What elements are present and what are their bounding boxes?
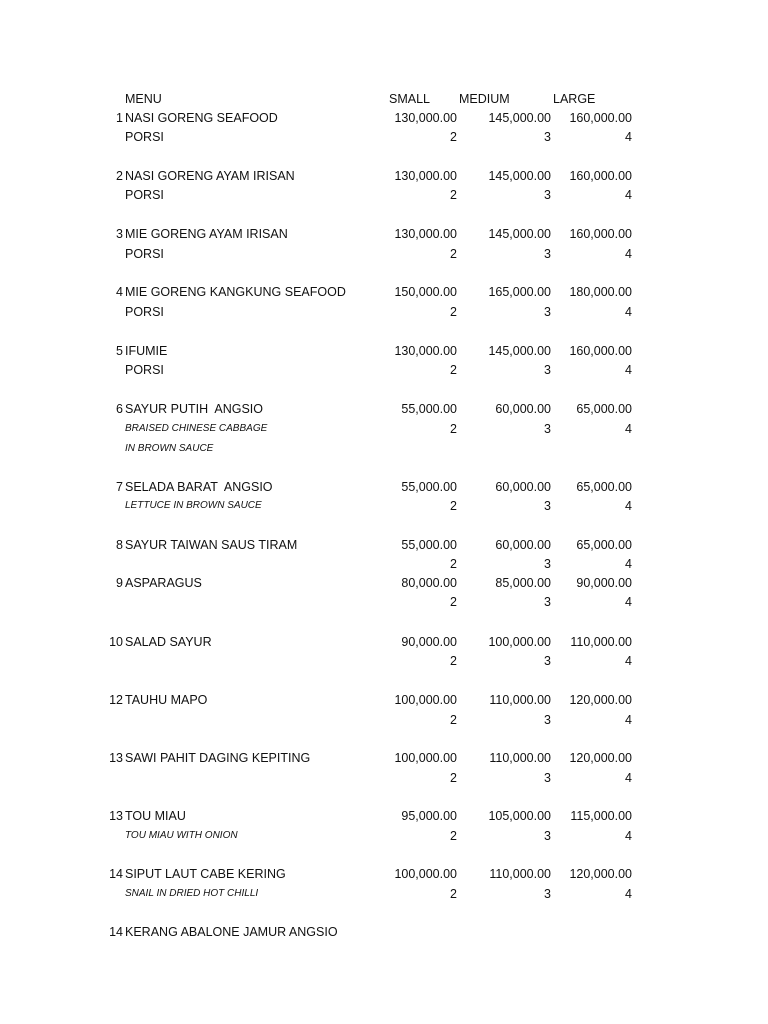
- price-medium: 60,000.00: [495, 538, 551, 552]
- portion-row: [0, 302, 768, 322]
- item-description: LETTUCE IN BROWN SAUCE: [125, 500, 262, 511]
- portion-small: 2: [450, 305, 457, 319]
- price-large: 160,000.00: [569, 111, 632, 125]
- portion-medium: 3: [544, 557, 551, 571]
- item-name: SAWI PAHIT DAGING KEPITING: [125, 751, 311, 765]
- item-name: SALAD SAYUR: [125, 635, 212, 649]
- item-description: BRAISED CHINESE CABBAGE: [125, 423, 268, 434]
- portion-large: 4: [625, 771, 632, 785]
- portion-small: 2: [450, 499, 457, 513]
- portion-medium: 3: [544, 654, 551, 668]
- price-large: 120,000.00: [569, 693, 632, 707]
- portion-label: PORSI: [125, 188, 164, 202]
- menu-item-row: [0, 806, 768, 826]
- item-name: SELADA BARAT ANGSIO: [125, 480, 273, 494]
- portion-row: [0, 651, 768, 671]
- item-name: TOU MIAU: [125, 809, 186, 823]
- price-medium: 145,000.00: [488, 169, 551, 183]
- price-large: 90,000.00: [576, 576, 632, 590]
- menu-item-row: [0, 535, 768, 555]
- item-name: IFUMIE: [125, 344, 168, 358]
- item-name: MIE GORENG KANGKUNG SEAFOOD: [125, 285, 346, 299]
- item-description: TOU MIAU WITH ONION: [125, 830, 238, 841]
- price-medium: 60,000.00: [495, 480, 551, 494]
- price-medium: 110,000.00: [489, 751, 551, 765]
- item-number: 1: [116, 111, 123, 125]
- portion-label: PORSI: [125, 305, 164, 319]
- item-number: 2: [116, 169, 123, 183]
- price-large: 120,000.00: [569, 867, 632, 881]
- portion-small: 2: [450, 130, 457, 144]
- portion-large: 4: [625, 713, 632, 727]
- price-medium: 145,000.00: [488, 227, 551, 241]
- portion-medium: 3: [544, 829, 551, 843]
- portion-row: [0, 554, 768, 574]
- portion-medium: 3: [544, 422, 551, 436]
- item-name: TAUHU MAPO: [125, 693, 208, 707]
- price-large: 160,000.00: [569, 227, 632, 241]
- item-number: 13: [109, 751, 123, 765]
- price-large: 65,000.00: [576, 480, 632, 494]
- item-name: NASI GORENG AYAM IRISAN: [125, 169, 295, 183]
- portion-small: 2: [450, 363, 457, 377]
- price-small: 100,000.00: [394, 693, 457, 707]
- portion-large: 4: [625, 654, 632, 668]
- menu-item-row: [0, 224, 768, 244]
- portion-large: 4: [625, 595, 632, 609]
- portion-large: 4: [625, 363, 632, 377]
- price-large: 115,000.00: [570, 809, 632, 823]
- portion-row: [0, 185, 768, 205]
- menu-item-row: [0, 399, 768, 419]
- portion-small: 2: [450, 829, 457, 843]
- item-name: SIPUT LAUT CABE KERING: [125, 867, 286, 881]
- item-number: 8: [116, 538, 123, 552]
- portion-medium: 3: [544, 305, 551, 319]
- price-small: 95,000.00: [401, 809, 457, 823]
- menu-item-row: [0, 573, 768, 593]
- portion-small: 2: [450, 771, 457, 785]
- item-name: KERANG ABALONE JAMUR ANGSIO: [125, 925, 338, 939]
- item-number: 12: [109, 693, 123, 707]
- portion-small: 2: [450, 422, 457, 436]
- portion-row: [0, 768, 768, 788]
- portion-row: [0, 419, 768, 439]
- portion-medium: 3: [544, 499, 551, 513]
- price-small: 130,000.00: [394, 111, 457, 125]
- price-medium: 165,000.00: [488, 285, 551, 299]
- item-number: 14: [109, 867, 123, 881]
- price-small: 100,000.00: [394, 751, 457, 765]
- portion-label: PORSI: [125, 130, 164, 144]
- menu-header-row: [0, 89, 768, 109]
- portion-small: 2: [450, 557, 457, 571]
- price-medium: 85,000.00: [495, 576, 551, 590]
- portion-row: [0, 710, 768, 730]
- portion-medium: 3: [544, 130, 551, 144]
- portion-medium: 3: [544, 887, 551, 901]
- item-name: NASI GORENG SEAFOOD: [125, 111, 278, 125]
- price-large: 65,000.00: [576, 402, 632, 416]
- price-large: 65,000.00: [576, 538, 632, 552]
- item-number: 5: [116, 344, 123, 358]
- price-medium: 145,000.00: [488, 344, 551, 358]
- price-medium: 110,000.00: [489, 693, 551, 707]
- portion-label: PORSI: [125, 363, 164, 377]
- price-large: 180,000.00: [569, 285, 632, 299]
- item-number: 13: [109, 809, 123, 823]
- portion-row: [0, 496, 768, 516]
- portion-medium: 3: [544, 188, 551, 202]
- item-number: 6: [116, 402, 123, 416]
- price-small: 55,000.00: [401, 402, 457, 416]
- price-small: 130,000.00: [394, 169, 457, 183]
- portion-row: [0, 244, 768, 264]
- portion-medium: 3: [544, 713, 551, 727]
- item-description: IN BROWN SAUCE: [125, 443, 214, 454]
- price-large: 120,000.00: [569, 751, 632, 765]
- price-small: 130,000.00: [394, 344, 457, 358]
- portion-large: 4: [625, 887, 632, 901]
- portion-large: 4: [625, 247, 632, 261]
- portion-medium: 3: [544, 595, 551, 609]
- menu-item-row: [0, 864, 768, 884]
- portion-row: [0, 127, 768, 147]
- item-name: MIE GORENG AYAM IRISAN: [125, 227, 288, 241]
- portion-row: [0, 592, 768, 612]
- menu-item-row: [0, 108, 768, 128]
- portion-large: 4: [625, 305, 632, 319]
- item-number: 4: [116, 285, 123, 299]
- portion-large: 4: [625, 829, 632, 843]
- item-number: 7: [116, 480, 123, 494]
- portion-small: 2: [450, 595, 457, 609]
- price-large: 160,000.00: [569, 344, 632, 358]
- price-large: 110,000.00: [570, 635, 632, 649]
- menu-item-row: [0, 477, 768, 497]
- portion-label: PORSI: [125, 247, 164, 261]
- portion-large: 4: [625, 499, 632, 513]
- item-name: SAYUR PUTIH ANGSIO: [125, 402, 263, 416]
- header-menu: MENU: [125, 92, 162, 106]
- menu-item-row: [0, 690, 768, 710]
- price-small: 130,000.00: [394, 227, 457, 241]
- price-small: 80,000.00: [401, 576, 457, 590]
- price-medium: 110,000.00: [489, 867, 551, 881]
- portion-row: [0, 884, 768, 904]
- header-medium: MEDIUM: [459, 92, 510, 106]
- price-small: 55,000.00: [401, 480, 457, 494]
- menu-item-row: [0, 922, 768, 942]
- portion-small: 2: [450, 713, 457, 727]
- portion-medium: 3: [544, 247, 551, 261]
- price-small: 90,000.00: [401, 635, 457, 649]
- portion-large: 4: [625, 422, 632, 436]
- price-small: 100,000.00: [394, 867, 457, 881]
- price-medium: 60,000.00: [495, 402, 551, 416]
- price-medium: 100,000.00: [488, 635, 551, 649]
- menu-item-row: [0, 341, 768, 361]
- price-medium: 105,000.00: [488, 809, 551, 823]
- portion-medium: 3: [544, 363, 551, 377]
- portion-row: [0, 826, 768, 846]
- price-small: 150,000.00: [394, 285, 457, 299]
- portion-small: 2: [450, 654, 457, 668]
- portion-large: 4: [625, 130, 632, 144]
- item-number: 10: [109, 635, 123, 649]
- item-description: SNAIL IN DRIED HOT CHILLI: [125, 888, 259, 899]
- portion-large: 4: [625, 557, 632, 571]
- item-number: 3: [116, 227, 123, 241]
- portion-small: 2: [450, 188, 457, 202]
- header-large: LARGE: [553, 92, 596, 106]
- item-name: ASPARAGUS: [125, 576, 202, 590]
- item-number: 9: [116, 576, 123, 590]
- portion-row: [0, 360, 768, 380]
- menu-item-row: [0, 282, 768, 302]
- menu-item-row: [0, 166, 768, 186]
- item-name: SAYUR TAIWAN SAUS TIRAM: [125, 538, 298, 552]
- menu-item-row: [0, 632, 768, 652]
- price-medium: 145,000.00: [488, 111, 551, 125]
- description-row: [0, 439, 768, 459]
- portion-medium: 3: [544, 771, 551, 785]
- portion-small: 2: [450, 247, 457, 261]
- price-small: 55,000.00: [401, 538, 457, 552]
- portion-large: 4: [625, 188, 632, 202]
- header-small: SMALL: [389, 92, 430, 106]
- portion-small: 2: [450, 887, 457, 901]
- price-large: 160,000.00: [569, 169, 632, 183]
- item-number: 14: [109, 925, 123, 939]
- menu-item-row: [0, 748, 768, 768]
